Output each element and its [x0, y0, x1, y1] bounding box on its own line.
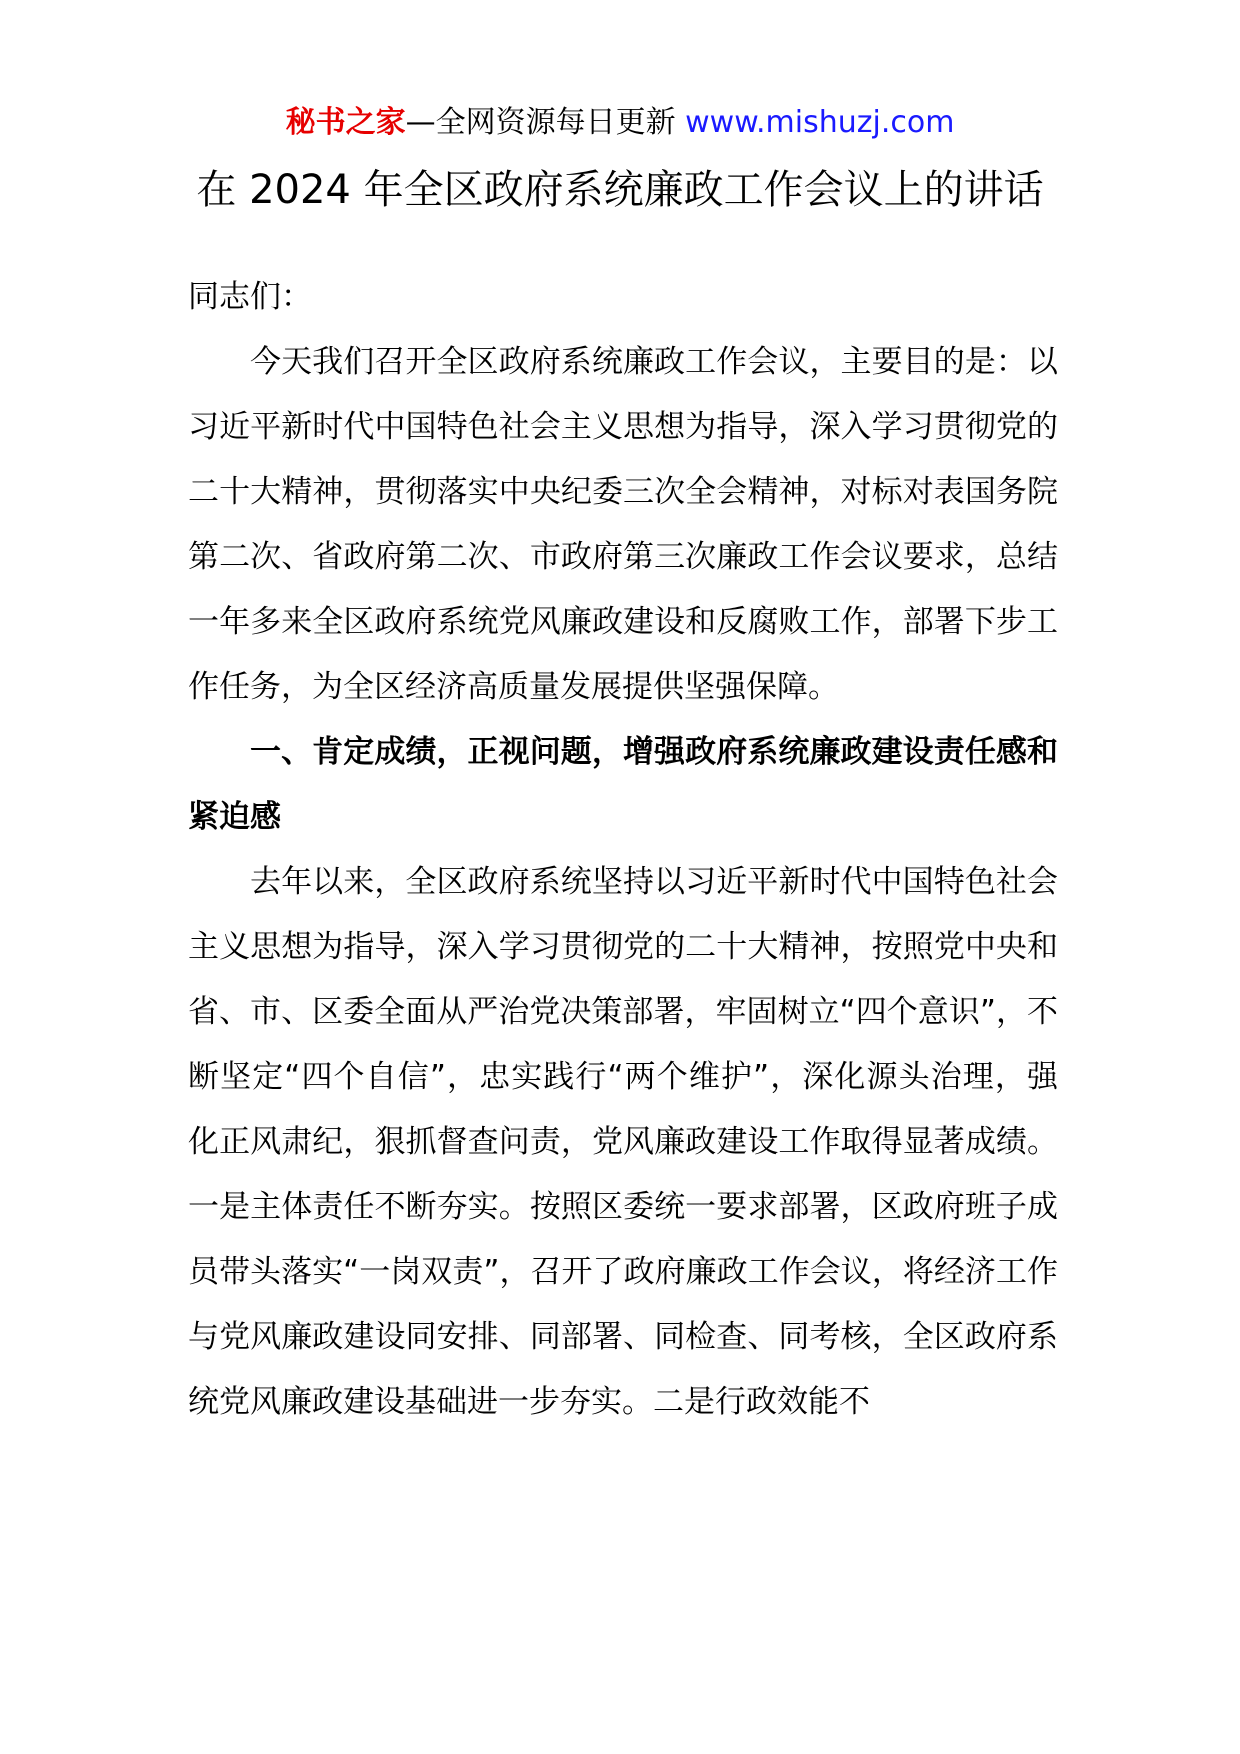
- salutation: 同志们：: [188, 279, 312, 315]
- document-body: [188, 265, 1058, 1435]
- site-url-link[interactable]: www.mishuzj.com: [685, 105, 955, 140]
- document-title: 在 2024 年全区政府系统廉政工作会议上的讲话: [196, 167, 1044, 213]
- site-tagline: —全网资源每日更新: [405, 105, 686, 140]
- site-name: 秘书之家: [285, 105, 406, 140]
- paragraph-intro: 今天我们召开全区政府系统廉政工作会议，主要目的是：以习近平新时代中国特色社会主义思想为指导，深入学习贯彻党的二十大精神，贯彻落实中央纪委三次全会精神，对标对表国务院第二次、省政府第二次、市政府第三次廉政工作会议要求，总结一年多来全区政府系统党风廉政建设和反腐败工作，部署下步工作任务，为全区经济高质量发展提供坚强保障。: [188, 344, 1058, 705]
- paragraph-achievements: 去年以来，全区政府系统坚持以习近平新时代中国特色社会主义思想为指导，深入学习贯彻党的二十大精神，按照党中央和省、市、区委全面从严治党决策部署，牢固树立“四个意识”，不断坚定“四个自信”，忠实践行“两个维护”，深化源头治理，强化正风肃纪，狠抓督查问责，党风廉政建设工作取得显著成绩。一是主体责任不断夯实。按照区委统一要求部署，区政府班子成员带头落实“一岗双责”，召开了政府廉政工作会议，将经济工作与党风廉政建设同安排、同部署、同检查、同考核，全区政府系统党风廉政建设基础进一步夯实。二是行政效能不: [188, 864, 1058, 1420]
- section-heading-1: 一、肯定成绩，正视问题，增强政府系统廉政建设责任感和紧迫感: [188, 734, 1058, 835]
- site-banner: [0, 103, 1240, 143]
